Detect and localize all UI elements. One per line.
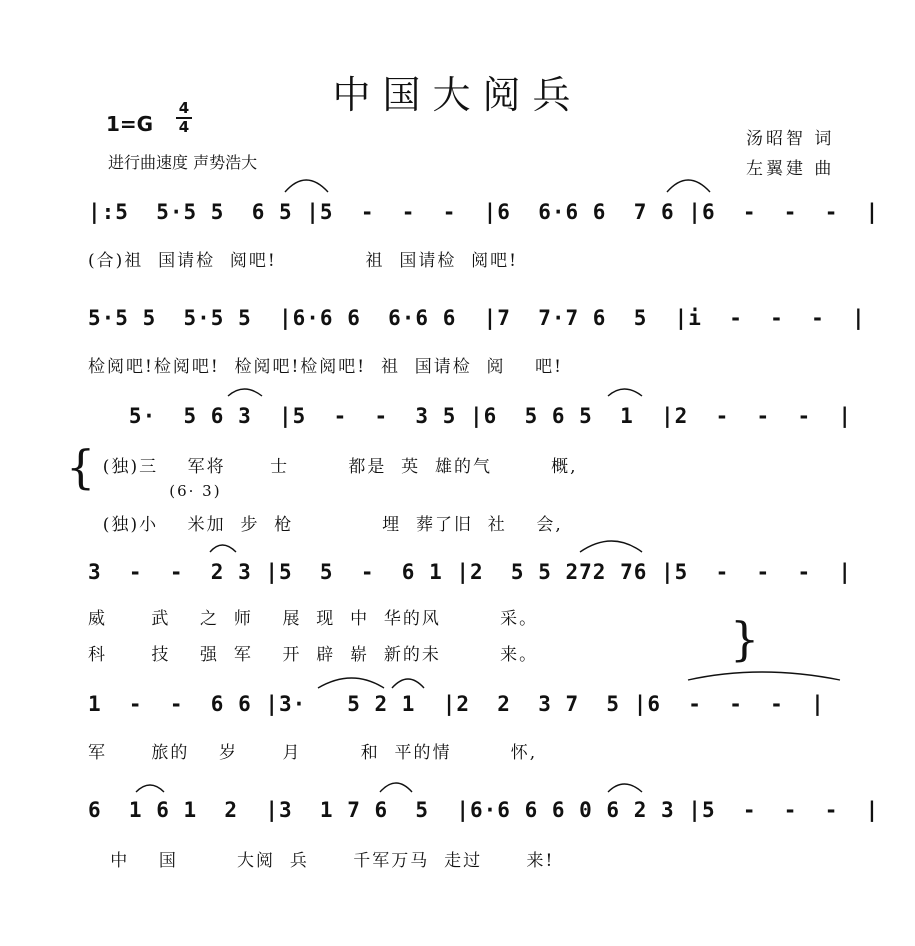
lyric-line-5: 军 旅的 岁 月 和 平的情 怀, xyxy=(88,743,538,763)
lyric-line-2: 检阅吧!检阅吧! 检阅吧!检阅吧! 祖 国请检 阅 吧! xyxy=(88,357,564,377)
score-line-3 xyxy=(88,404,858,438)
slur-arc xyxy=(228,389,262,396)
composer-credit: 左翼建 曲 xyxy=(746,159,835,179)
song-title: 中国大阅兵 xyxy=(332,73,583,117)
tempo-marking: 进行曲速度 声势浩大 xyxy=(108,153,258,172)
lyric-line-3-verse-1: (独)三 军将 士 都是 英 雄的气 概, xyxy=(88,457,578,477)
slur-arc xyxy=(392,679,424,688)
slur-arc xyxy=(580,541,642,552)
slur-arc xyxy=(608,784,642,792)
lyric-line-1: (合)祖 国请检 阅吧! 祖 国请检 阅吧! xyxy=(88,251,519,271)
slur-arc xyxy=(318,678,384,688)
notation-line-5: 1 - - 6 6 |3· 5 2 1 |2 2 3 7 5 |6 - - - | xyxy=(88,692,825,716)
notation-line-4: 3 - - 2 3 |5 5 - 6 1 |2 5 5 272 76 |5 - - - | xyxy=(88,560,853,584)
notation-line-6: 6 1 6 1 2 |3 1 7 6 5 |6·6 6 6 0 6 2 3 |5 - - - | xyxy=(88,798,880,822)
time-signature-bottom: 4 xyxy=(178,118,190,136)
slur-arc xyxy=(380,783,412,792)
notation-line-2: 5·5 5 5·5 5 |6·6 6 6·6 6 |7 7·7 6 5 |i - - - | xyxy=(88,306,866,330)
slur-arc xyxy=(285,180,328,192)
verse-brace-left: { xyxy=(66,440,96,494)
score-line-2 xyxy=(88,306,866,340)
notation-line-1: |:5 5·5 5 6 5 |5 - - - |6 6·6 6 7 6 |6 - - - | xyxy=(88,200,880,224)
slur-arc xyxy=(688,672,840,680)
lyricist-credit: 汤昭智 词 xyxy=(746,129,835,149)
lyric-line-4-verse-1: 威 武 之 师 展 现 中 华的风 采。 xyxy=(88,609,539,629)
notation-line-3: 5· 5 6 3 |5 - - 3 5 |6 5 6 5 1 |2 - - - | xyxy=(88,404,853,428)
score-line-5 xyxy=(88,692,858,726)
slur-arc xyxy=(667,180,710,192)
time-signature-top: 4 xyxy=(176,100,192,119)
time-signature xyxy=(176,100,192,136)
score-line-6 xyxy=(88,798,880,832)
score-line-4 xyxy=(88,560,858,594)
slur-arc xyxy=(136,785,164,792)
key-signature: 1=G xyxy=(106,112,154,136)
lyric-line-3-verse-2: (独)小 米加 步 枪 埋 葬了旧 社 会, xyxy=(88,515,563,535)
verse-brace-right: } xyxy=(730,612,760,666)
lyric-line-3-alt-notes: (6· 3) xyxy=(88,482,222,500)
lyric-line-4-verse-2: 科 技 强 军 开 辟 崭 新的未 来。 xyxy=(88,645,539,665)
score-line-1 xyxy=(88,200,880,234)
slur-arc xyxy=(210,545,236,552)
lyric-line-6: 中 国 大阅 兵 千军万马 走过 来! xyxy=(88,851,555,871)
slur-arc xyxy=(608,389,642,396)
